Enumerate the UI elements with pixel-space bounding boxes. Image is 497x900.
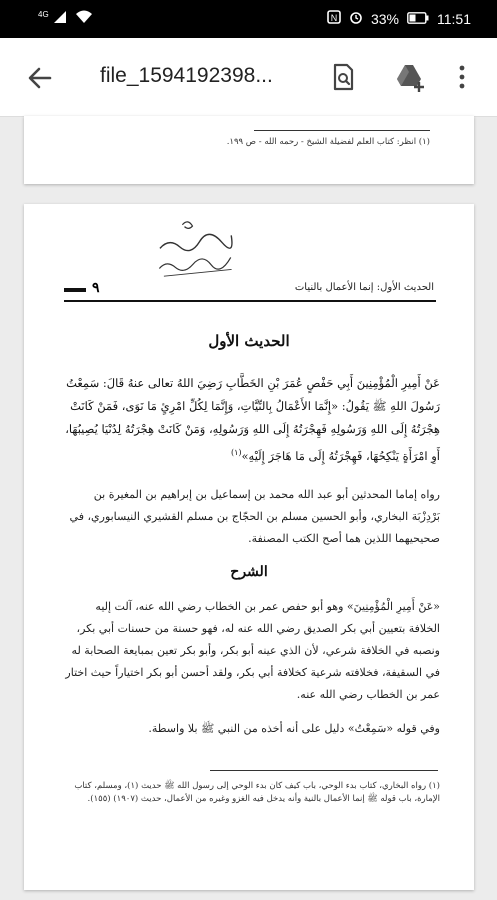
battery-icon — [407, 11, 429, 27]
wifi-icon — [75, 10, 93, 27]
clock-time: 11:51 — [437, 10, 471, 27]
add-to-drive-icon[interactable] — [395, 62, 425, 92]
svg-text:N: N — [330, 13, 338, 23]
file-title: file_1594192398... — [100, 64, 273, 87]
back-arrow-icon[interactable] — [24, 62, 56, 94]
chapter-header: الحديث الأول: إنما الأعمال بالنيات — [294, 282, 434, 293]
search-in-document-icon[interactable] — [328, 62, 358, 92]
header-dash — [64, 288, 86, 292]
document-page-previous — [24, 116, 474, 184]
network-type-label: 4G — [38, 10, 49, 19]
footnote-separator — [210, 770, 438, 771]
section-title: الحديث الأول — [208, 332, 290, 350]
header-rule — [64, 300, 436, 302]
page-footnote: (١) رواه البخاري، كتاب بدء الوحي، باب كيف كان بدء الوحي إلى رسول الله ﷺ حديث (١)، ومسلم، كتاب الإمارة، باب قوله ﷺ إنما الأعمال بالنية وأنه يدخل فيه الغزو وغيره من الأعمال، حديث (١٩٠٧) (١٥٥). — [74, 781, 440, 804]
signal-icon — [38, 10, 67, 27]
narration-paragraph: رواه إماما المحدثين أبو عبد الله محمد بن إسماعيل بن إبراهيم بن المغيرة بن بَرْدِزْبَة البخاري، وأبو الحسين مسلم بن الحجّاج بن مسلم القشيري النيسابوري، في صحيحيهما اللذين هما أصح الكتب المصنفة. — [69, 488, 440, 545]
app-bar — [0, 38, 497, 117]
running-header — [64, 280, 434, 300]
alarm-icon — [349, 10, 363, 27]
footnote-separator — [254, 130, 430, 131]
hadith-body: عَنْ أَمِيرِ الْمُؤْمِنِينَ أَبِي حَفْصٍ عُمَرَ بْنِ الخَطَّابِ رَضِيَ اللهُ تعالى عنهُ قَالَ: سَمِعْتُ رَسُولَ اللهِ ﷺ يَقُولُ: «إِنَّمَا الأَعْمَالُ بِالنِّيَّاتِ، وَإِنَّمَا لِكُلِّ امْرِئٍ مَا نَوَى، فَمَنْ كَانَتْ هِجْرَتُهُ إِلَى اللهِ وَرَسُولِهِ فَهِجْرَتُهُ إِلَى اللهِ وَرَسُولِهِ، وَمَنْ كَانَتْ هِجْرَتُهُ لِدُنْيَا يُصِيبُهَا، أَوِ امْرَأَةٍ يَنْكِحُهَا، فَهِجْرَتُهُ إِلَى مَا هَاجَرَ إِلَيْهِ» — [65, 376, 440, 463]
battery-percent: 33% — [370, 10, 399, 27]
hadith-footnote-ref: (١) — [230, 448, 242, 457]
footnote: (١) انظر: كتاب العلم لفضيلة الشيخ - رحمه الله - ص ١٩٩. — [226, 137, 430, 147]
document-page — [24, 204, 474, 890]
more-options-icon[interactable] — [452, 62, 472, 92]
nfc-icon — [327, 10, 341, 27]
sharh-title: الشرح — [230, 564, 268, 580]
status-left — [38, 10, 93, 27]
hadith-text — [64, 372, 440, 468]
status-bar — [0, 0, 497, 38]
page-number: ٩ — [92, 280, 100, 296]
handwritten-stamp — [152, 213, 236, 282]
status-right — [327, 10, 471, 27]
sharh-paragraph-1: «عَنْ أَمِيرِ الْمُؤْمِنِينَ» وهو أبو حفص عمر بن الخطاب رضي الله عنه، آلت إليه الخلافة بتعيين أبي بكر الصديق رضي الله عنه له، فهو حسنة من حسنات أبي بكر، ونصبه في الخلافة شرعي، لأن الذي عينه أبو بكر، وأبو بكر تعين بمبايعة الصحابة له في السقيفة، فخلافته شرعية كخلافة أبي بكر، ولقد أحسن أبو بكر اختياراً حيث اختار عمر بن الخطاب رضي الله عنه. — [65, 600, 440, 701]
sharh-paragraph-2: وفي قوله «سَمِعْتُ» دليل على أنه أخذه من النبي ﷺ بلا واسطة. — [148, 722, 440, 735]
